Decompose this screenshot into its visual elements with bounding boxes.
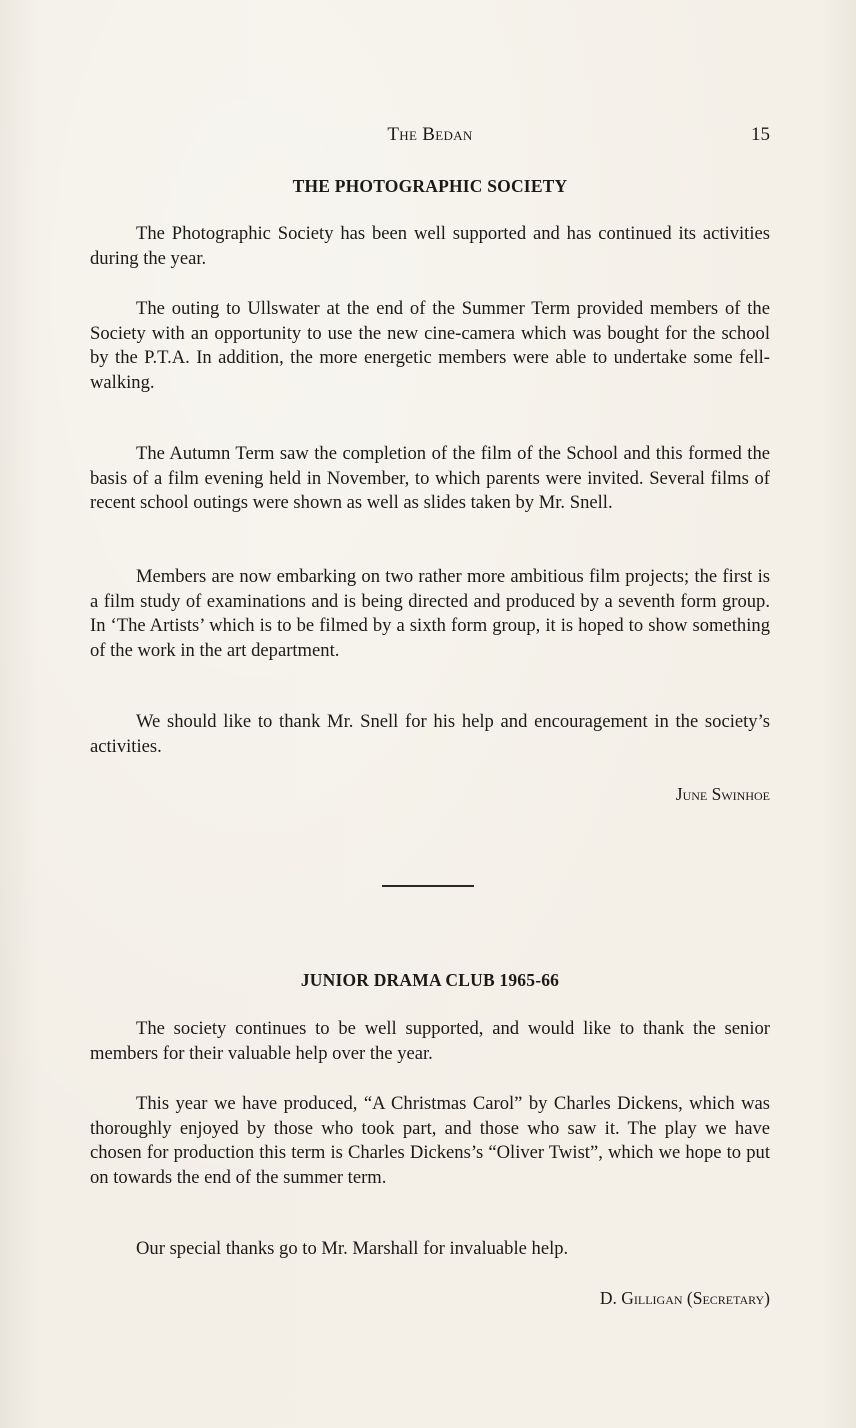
- photo-paragraph-3: The Autumn Term saw the completion of the film of the School and this formed the basis of a film evening held in November, to which parents were invited. Several films of recent school outings were shown as well as slides taken by Mr. Snell.: [90, 443, 770, 513]
- photographic-society-heading: THE PHOTOGRAPHIC SOCIETY: [292, 176, 568, 196]
- photo-paragraph-1: The Photographic Society has been well supported and has continued its activities during the year.: [90, 223, 770, 269]
- drama-paragraph-3: Our special thanks go to Mr. Marshall for invaluable help.: [136, 1238, 569, 1259]
- drama-paragraph-1: The society continues to be well supported, and would like to thank the senior members for their valuable help over the year.: [90, 1018, 770, 1064]
- section-divider: [382, 885, 474, 887]
- drama-paragraph-2: This year we have produced, “A Christmas Carol” by Charles Dickens, which was thoroughly enjoyed by those who took part, and those who saw it. The play we have chosen for production this term is Charles Dickens’s “Oliver Twist”, which we hope to put on towards the end of the summer term.: [90, 1093, 770, 1188]
- photo-paragraph-2: The outing to Ullswater at the end of the Summer Term provided members of the Society with an opportunity to use the new cine-camera which was bought for the school by the P.T.A. In addition, the more energetic members were able to undertake some fell-walking.: [90, 298, 770, 393]
- photo-signature: June Swinhoe: [675, 784, 770, 804]
- drama-club-heading: JUNIOR DRAMA CLUB 1965-66: [300, 970, 560, 990]
- running-header: [90, 124, 770, 154]
- drama-signature: D. Gilligan (Secretary): [599, 1288, 770, 1308]
- running-title: The Bedan: [387, 124, 473, 145]
- photo-paragraph-5: We should like to thank Mr. Snell for his help and encouragement in the society’s activities.: [90, 711, 770, 757]
- photo-paragraph-4: Members are now embarking on two rather more ambitious film projects; the first is a film study of examinations and is being directed and produced by a seventh form group. In ‘The Artists’ which is to be filmed by a sixth form group, it is hoped to show something of the work in the art department.: [90, 566, 770, 661]
- page-number: 15: [751, 124, 770, 145]
